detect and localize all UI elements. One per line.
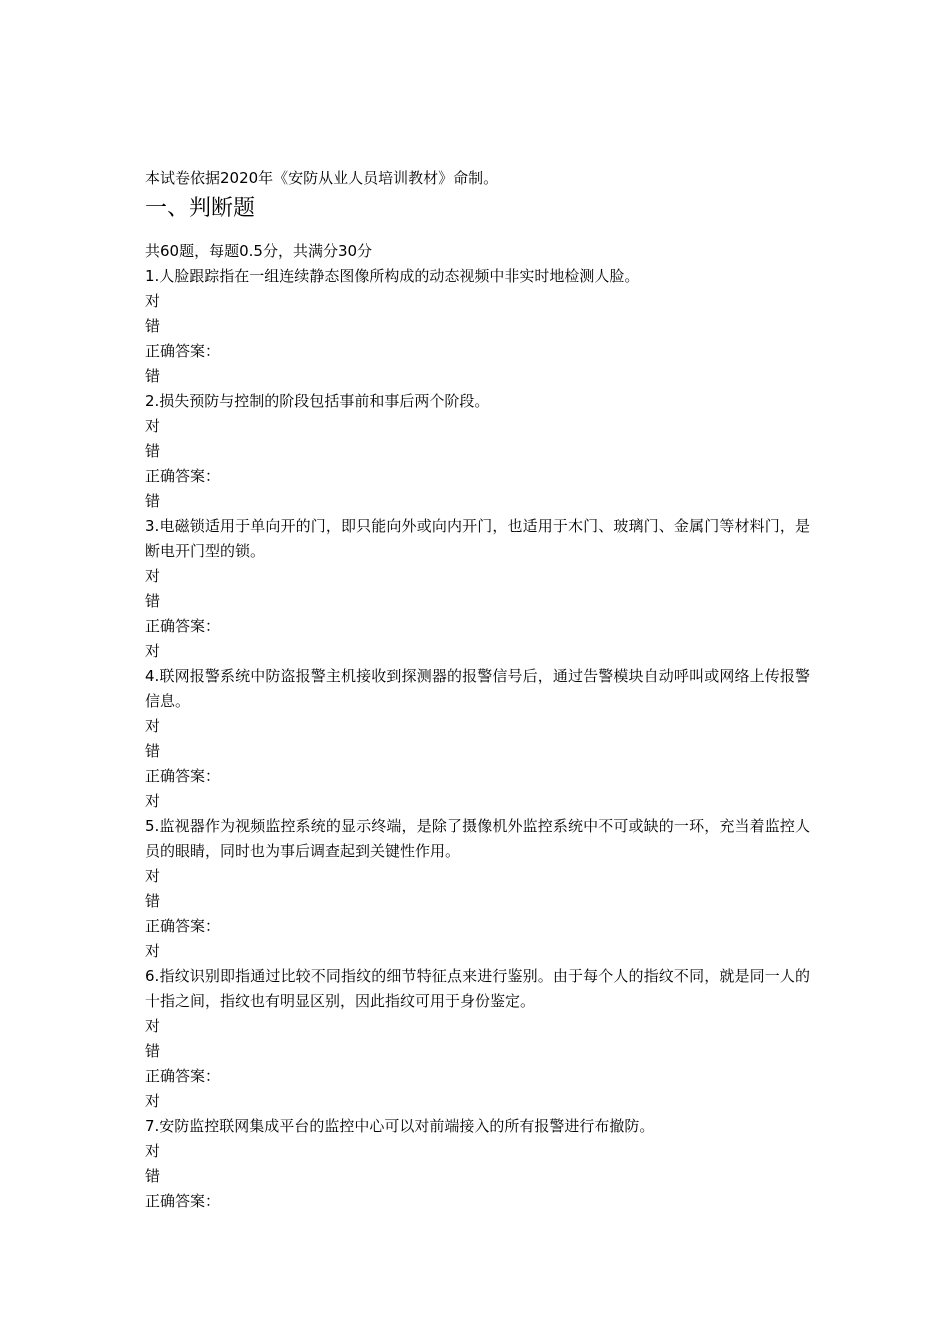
- option-true: 对: [145, 1017, 161, 1035]
- question-text: 7.安防监控联网集成平台的监控中心可以对前端接入的所有报警进行布撤防。: [145, 1117, 655, 1135]
- option-false: 错: [145, 1042, 161, 1060]
- question-list: [145, 264, 810, 1214]
- question-block: [145, 664, 810, 814]
- section-title: 一、判断题: [145, 196, 256, 221]
- question-text: 3.电磁锁适用于单向开的门，即只能向外或向内开门，也适用于木门、玻璃门、金属门等材料门，是断电开门型的锁。: [145, 517, 810, 560]
- correct-answer: 错: [145, 367, 161, 385]
- question-text: 6.指纹识别即指通过比较不同指纹的细节特征点来进行鉴别。由于每个人的指纹不同，就是同一人的十指之间，指纹也有明显区别，因此指纹可用于身份鉴定。: [145, 967, 810, 1010]
- question-text: 1.人脸跟踪指在一组连续静态图像所构成的动态视频中非实时地检测人脸。: [145, 267, 640, 285]
- intro-text: 本试卷依据2020年《安防从业人员培训教材》命制。: [145, 169, 499, 187]
- question-block: [145, 1114, 810, 1214]
- option-true: 对: [145, 567, 161, 585]
- question-block: [145, 264, 810, 389]
- correct-answer: 对: [145, 792, 161, 810]
- correct-answer: 对: [145, 1092, 161, 1110]
- option-false: 错: [145, 592, 161, 610]
- answer-label: 正确答案：: [145, 1067, 221, 1085]
- answer-label: 正确答案：: [145, 467, 221, 485]
- option-false: 错: [145, 442, 161, 460]
- question-text: 2.损失预防与控制的阶段包括事前和事后两个阶段。: [145, 392, 490, 410]
- question-block: [145, 514, 810, 664]
- answer-label: 正确答案：: [145, 617, 221, 635]
- option-true: 对: [145, 1142, 161, 1160]
- option-true: 对: [145, 717, 161, 735]
- option-true: 对: [145, 417, 161, 435]
- option-true: 对: [145, 292, 161, 310]
- question-block: [145, 814, 810, 964]
- section-summary: 共60题，每题0.5分，共满分30分: [145, 242, 373, 260]
- question-block: [145, 389, 810, 514]
- option-false: 错: [145, 317, 161, 335]
- document-page: [145, 166, 810, 1214]
- answer-label: 正确答案：: [145, 917, 221, 935]
- correct-answer: 错: [145, 492, 161, 510]
- correct-answer: 对: [145, 642, 161, 660]
- answer-label: 正确答案：: [145, 767, 221, 785]
- answer-label: 正确答案：: [145, 342, 221, 360]
- question-text: 4.联网报警系统中防盗报警主机接收到探测器的报警信号后，通过告警模块自动呼叫或网络上传报警信息。: [145, 667, 810, 710]
- answer-label: 正确答案：: [145, 1192, 221, 1210]
- correct-answer: 对: [145, 942, 161, 960]
- option-false: 错: [145, 1167, 161, 1185]
- question-text: 5.监视器作为视频监控系统的显示终端，是除了摄像机外监控系统中不可或缺的一环，充当着监控人员的眼睛，同时也为事后调查起到关键性作用。: [145, 817, 810, 860]
- option-true: 对: [145, 867, 161, 885]
- question-block: [145, 964, 810, 1114]
- option-false: 错: [145, 892, 161, 910]
- option-false: 错: [145, 742, 161, 760]
